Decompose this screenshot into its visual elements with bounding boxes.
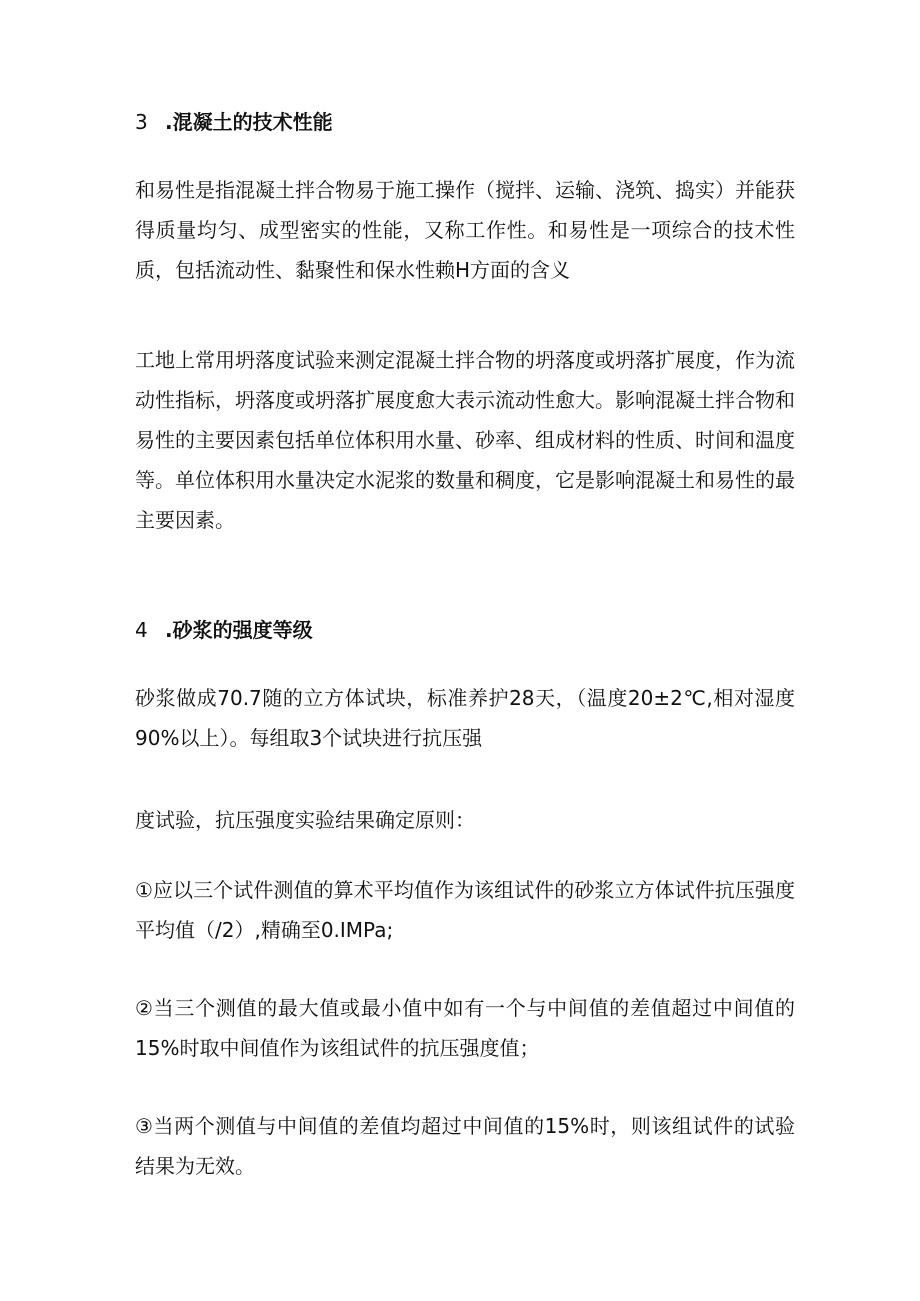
- paragraph-mortar-specimen: 砂浆做成70.7随的立方体试块，标准养护28天，（温度20±2℃,相对湿度90%以上）。每组取3个试块进行抗压强: [135, 686, 795, 750]
- paragraph-rule-3: ③当两个测值与中间值的差值均超过中间值的15%时，则该组试件的试验结果为无效。: [135, 1114, 795, 1178]
- paragraph-slump-test: 工地上常用坍落度试验来测定混凝土拌合物的坍落度或坍落扩展度，作为流动性指标，坍落度或坍落扩展度愈大表示流动性愈大。影响混凝土拌合物和易性的主要因素包括单位体积用水量、砂率、组成材料的性质、时间和温度等。单位体积用水量决定水泥浆的数量和稠度，它是影响混凝土和易性的最主要因素。: [135, 348, 795, 532]
- paragraph-test-principle: 度试验，抗压强度实验结果确定原则：: [135, 808, 475, 832]
- paragraph-workability-definition: 和易性是指混凝土拌合物易于施工操作（搅拌、运输、浇筑、捣实）并能获得质量均匀、成型密实的性能，又称工作性。和易性是一项综合的技术性质，包括流动性、黏聚性和保水性赖H方面的含义: [135, 178, 795, 282]
- section-title: .混凝土的技术性能: [165, 110, 333, 134]
- section-number: 3: [135, 110, 148, 134]
- section-heading-3: [135, 102, 333, 142]
- section-title: .砂浆的强度等级: [165, 618, 313, 642]
- paragraph-rule-2: ②当三个测值的最大值或最小值中如有一个与中间值的差值超过中间值的15%时取中间值作为该组试件的抗压强度值；: [135, 996, 795, 1060]
- section-number: 4: [135, 618, 148, 642]
- paragraph-rule-1: ①应以三个试件测值的算术平均值作为该组试件的砂浆立方体试件抗压强度平均值（/2）,精确至0.IMPa;: [135, 878, 795, 942]
- section-heading-4: [135, 610, 313, 650]
